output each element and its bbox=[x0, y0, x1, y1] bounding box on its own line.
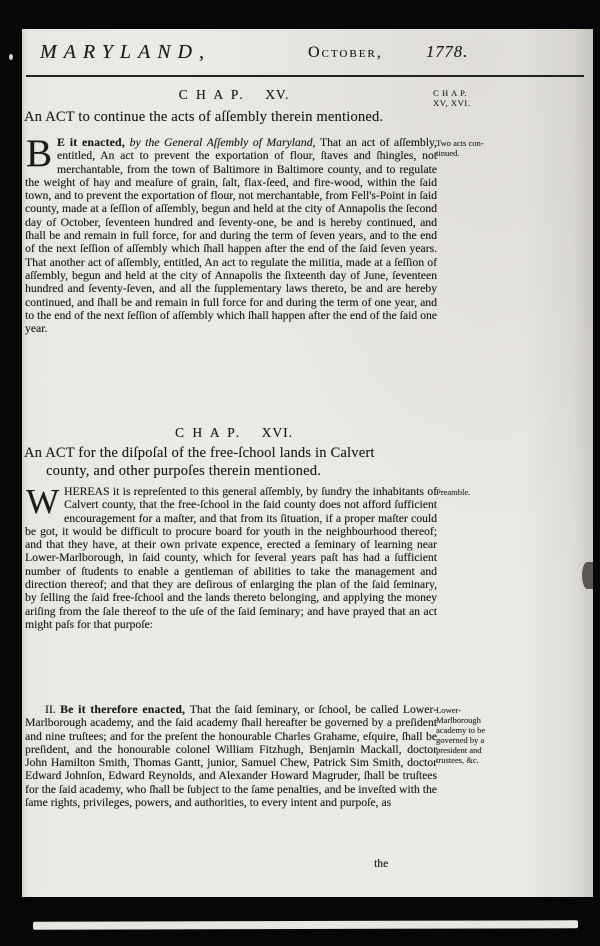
preamble-body-text: it is repreſented to this general aſſembly, by ſundry the inhabitants of Calvert county, that the free-ſchool in the ſaid county does not afford ſufficient encouragement for a maſter, and that from its ſituation, if a proper maſter could be got, it would be difficult to procure board for youth in the neighbourhood thereof; and that they have, at their own private expence, erected a ſeminary of learning near Lower-Marlborough, in ſaid county, which for ſeveral years paſt has had a ſufficient number of ſtudents to enable a gentleman of abilities to take the management and direction thereof; and that they are deſirous of enlarging the plan of the ſaid ſeminary, by ſelling the ſaid free-ſchool and the lands thereto belonging, and applying the money ariſing from the ſale thereof to the uſe of the ſaid ſeminary; and have prayed that an act might paſs for that purpoſe: bbox=[25, 485, 437, 631]
chap-15-label: C H A P. bbox=[178, 87, 246, 102]
chap-15-number: XV. bbox=[265, 87, 290, 102]
dropcap-b: B bbox=[26, 132, 53, 175]
running-header-month: October, bbox=[308, 44, 383, 61]
margin-note-two-acts-continued: Two acts con- tinued. bbox=[436, 138, 484, 158]
margin-note-chapter-numbers: C H A P. XV, XVI. bbox=[433, 88, 471, 108]
page-paper bbox=[22, 29, 593, 897]
enacting-clause-italic: by the General Aſſembly of Maryland, bbox=[129, 136, 320, 149]
header-rule bbox=[26, 75, 584, 77]
enacting-clause-gothic: E it enacted, bbox=[57, 136, 130, 149]
chap-15-body-text: That an act of aſſembly, entitled, An act to prevent the exportation of flour, ſtaves and ſhingles, not merchantable, from the town of Baltimore in Baltimore county, and to regulate the weight of hay and meaſure of grain, ſalt, flax-ſeed, and fire-wood, within the ſaid town, and to prevent the exportation of flour, not merchantable, from Fell's-Point in ſaid county, made at a ſeſſion of aſſembly, begun and held at the city of Annapolis the ſecond day of October, ſeventeen hundred and ſeventy-one, be and is hereby continued, and ſhall be and remain in full force, for and during the term of ſeven years, and to the end of the next ſeſſion of aſſembly which ſhall happen after the end of the ſaid ſeven years. That another act of aſſembly, entitled, An act to regulate the militia, made at a ſeſſion of aſſembly, begun and held at the city of Annapolis the ſixteenth day of June, ſeventeen hundred and ſeventy-ſeven, and all the ſupplementary laws thereto, be and are hereby continued, and ſhall be and remain in full force for and during the term of one year, and to the end of the next ſeſſion of aſſembly which ſhall happen after the end of the ſaid one year. bbox=[25, 136, 437, 336]
chap-16-act-title-line2: county, and other purpoſes therein mentioned. bbox=[46, 463, 322, 479]
chap-16-heading bbox=[22, 425, 446, 441]
section-2-body-text: That the ſaid ſeminary, or ſchool, be called Lower-Marlborough academy, and the ſaid academy ſhall hereafter be governed by a preſident and nine truſtees; and for the preſent the honourable Charles Grahame, eſquire, ſhall be preſident, and the honourable colonel William Fitzhugh, Benjamin Mackall, doctor John Hamilton Smith, Thomas Gantt, junior, Samuel Chew, Patrick Sim Smith, doctor Edward Johnſon, Edward Reynolds, and Alexander Howard Magruder, ſhall be truſtees for the ſaid academy, who ſhall be ſubject to the ſame penalties, and be inveſted with the ſame rights, privileges, powers, and authorities, to every intent and purpoſe, as bbox=[25, 703, 437, 810]
scan-artifact-speck bbox=[9, 54, 13, 60]
whereas-caps: HEREAS bbox=[64, 485, 110, 498]
margin-note-academy-governance: Lower-Marlborough academy to be governed by a president and trustees, &c. bbox=[436, 705, 486, 765]
running-header-state: MARYLAND, bbox=[40, 41, 211, 63]
chap-16-preamble bbox=[25, 482, 437, 631]
chap-16-act-title-line1: An ACT for the diſpoſal of the free-ſchool lands in Calvert bbox=[24, 445, 375, 461]
running-header-year: 1778. bbox=[426, 42, 469, 61]
chap-15-act-title: An ACT to continue the acts of aſſembly therein mentioned. bbox=[24, 109, 384, 125]
scan-artifact-next-page-edge bbox=[33, 920, 578, 929]
margin-note-preamble: Preamble. bbox=[436, 487, 471, 497]
section-2-number: II. bbox=[45, 703, 61, 716]
catchword: the bbox=[374, 857, 389, 870]
dropcap-w: W bbox=[26, 482, 60, 521]
section-2-enacting-gothic: Be it therefore enacted, bbox=[60, 703, 190, 716]
chap-16-act-title bbox=[24, 444, 375, 480]
scan-artifact-edge-smudge bbox=[582, 562, 593, 589]
chap-16-section-2 bbox=[25, 703, 437, 809]
chap-16-label: C H A P. bbox=[175, 425, 242, 440]
chap-15-paragraph bbox=[25, 132, 437, 336]
chap-16-number: XVI. bbox=[261, 425, 293, 440]
chap-15-heading bbox=[22, 87, 446, 103]
